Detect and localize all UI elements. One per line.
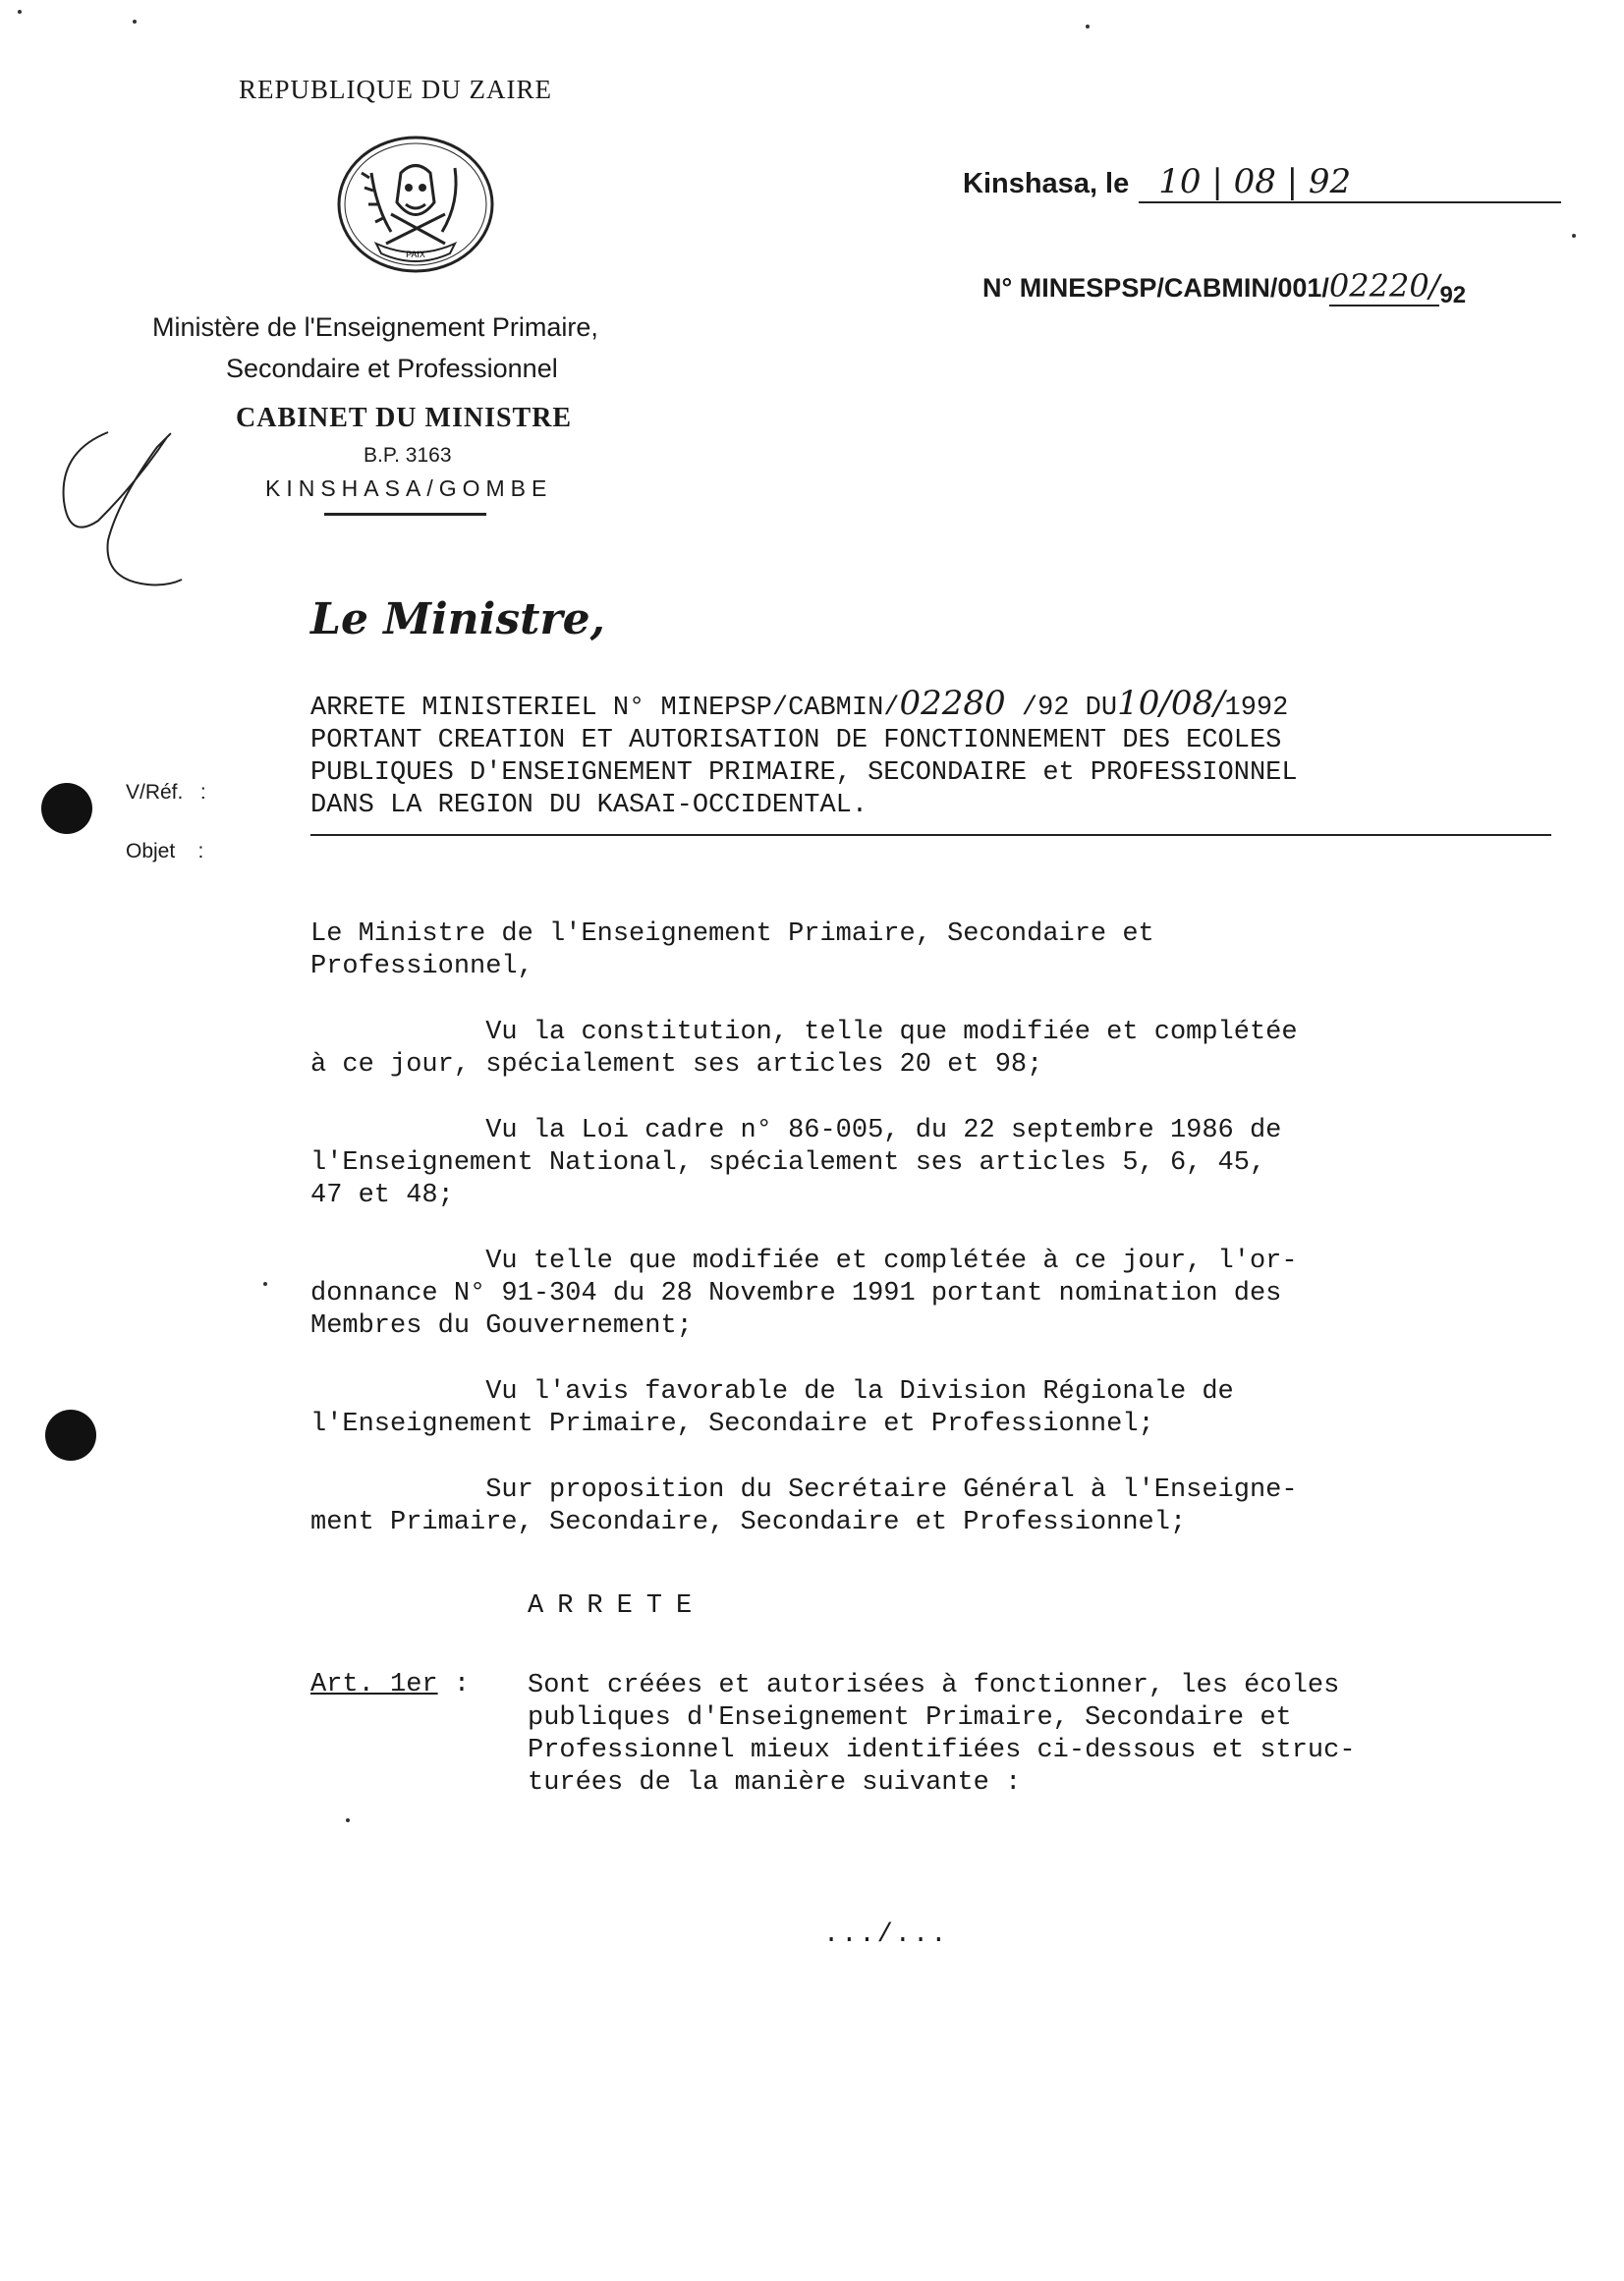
- objet-label: Objet: [126, 840, 176, 862]
- text-line: Sont créées et autorisées à fonctionner, les écoles: [528, 1671, 1340, 1700]
- objet-field: [126, 840, 203, 863]
- place-label: Kinshasa, le: [963, 168, 1130, 199]
- text-line: publiques d'Enseignement Primaire, Secondaire et: [528, 1703, 1292, 1733]
- preamble-avis-favorable: [310, 1376, 1234, 1441]
- text-line: Vu la Loi cadre n° 86-005, du 22 septembre 1986 de: [310, 1116, 1282, 1145]
- text-line: l'Enseignement National, spécialement ses articles 5, 6, 45,: [310, 1148, 1266, 1178]
- city-underline: [324, 513, 486, 516]
- coat-of-arms-emblem: [332, 134, 499, 281]
- signatory-title: Le Ministre,: [310, 594, 605, 644]
- page-continuation-mark: .../...: [823, 1920, 949, 1950]
- scan-speck: [346, 1818, 350, 1822]
- ministry-name-line-2: Secondaire et Professionnel: [226, 354, 558, 383]
- text-line: à ce jour, spécialement ses articles 20 et 98;: [310, 1050, 1043, 1080]
- scan-speck: [133, 20, 137, 24]
- text-line: Membres du Gouvernement;: [310, 1311, 693, 1341]
- handwritten-date: 10 | 08 | 92: [1139, 162, 1561, 203]
- text-line: Professionnel mieux identifiées ci-dessous et struc-: [528, 1736, 1356, 1765]
- vref-label: V/Réf.: [126, 781, 184, 804]
- decree-heading: ARRETE: [528, 1591, 706, 1621]
- decree-title-line-2: PORTANT CREATION ET AUTORISATION DE FONCTIONNEMENT DES ECOLES: [310, 726, 1282, 755]
- decree-number-mid: /92 DU: [1005, 694, 1118, 723]
- ministry-name-line-1: Ministère de l'Enseignement Primaire,: [152, 312, 598, 342]
- text-line: Sur proposition du Secrétaire Général à l'Enseigne-: [310, 1475, 1298, 1505]
- country-name: REPUBLIQUE DU ZAIRE: [239, 75, 552, 104]
- preamble-intro: [310, 918, 1154, 983]
- article-1-body: [528, 1670, 1356, 1800]
- handwritten-initial-mark: [49, 422, 196, 599]
- text-line: Vu l'avis favorable de la Division Régionale de: [310, 1377, 1234, 1407]
- handwritten-reference-number: 02220/: [1328, 267, 1440, 305]
- punch-hole: [45, 1410, 96, 1461]
- text-line: ment Primaire, Secondaire, Secondaire et Professionnel;: [310, 1508, 1187, 1537]
- reference-prefix: N° MINESPSP/CABMIN/001/: [982, 273, 1329, 303]
- letterhead-city: KINSHASA/GOMBE: [265, 475, 553, 501]
- cabinet-label: CABINET DU MINISTRE: [236, 403, 573, 433]
- title-divider: [310, 834, 1551, 836]
- text-line: 47 et 48;: [310, 1181, 454, 1210]
- po-box: B.P. 3163: [364, 444, 452, 467]
- preamble-proposition: [310, 1474, 1298, 1539]
- decree-title-block: [310, 684, 1298, 822]
- preamble-loi-cadre: [310, 1115, 1281, 1212]
- decree-title-line-3: PUBLIQUES D'ENSEIGNEMENT PRIMAIRE, SECONDAIRE et PROFESSIONNEL: [310, 758, 1298, 788]
- text-line: turées de la manière suivante :: [528, 1768, 1022, 1798]
- text-line: donnance N° 91-304 du 28 Novembre 1991 portant nomination des: [310, 1279, 1282, 1308]
- vref-field: [126, 781, 206, 805]
- handwritten-decree-number: 02280: [899, 684, 1006, 723]
- handwritten-decree-date: 10/08/: [1117, 684, 1225, 723]
- scan-speck: [263, 1282, 267, 1286]
- decree-title-line-1: [310, 684, 1298, 725]
- text-line: Professionnel,: [310, 952, 533, 981]
- decree-title-line-4: DANS LA REGION DU KASAI-OCCIDENTAL.: [310, 791, 868, 820]
- preamble-ordonnance: [310, 1246, 1298, 1343]
- reference-number-line: [982, 267, 1466, 309]
- scan-speck: [18, 10, 22, 14]
- article-label-text: Art. 1er: [310, 1670, 438, 1699]
- scan-speck: [1572, 234, 1576, 238]
- text-line: Vu la constitution, telle que modifiée et complétée: [310, 1018, 1298, 1047]
- text-line: l'Enseignement Primaire, Secondaire et Professionnel;: [310, 1410, 1154, 1439]
- reference-suffix: 92: [1439, 282, 1467, 308]
- emblem-motto: PAIX: [406, 250, 425, 259]
- punch-hole: [41, 783, 92, 834]
- scan-speck: [1086, 25, 1090, 28]
- place-date-line: [963, 162, 1561, 203]
- preamble-constitution: [310, 1017, 1298, 1082]
- text-line: Vu telle que modifiée et complétée à ce jour, l'or-: [310, 1247, 1298, 1276]
- article-1-label: [310, 1670, 470, 1699]
- objet-separator: :: [197, 840, 204, 862]
- text-line: Le Ministre de l'Enseignement Primaire, Secondaire et: [310, 919, 1154, 949]
- article-label-separator: :: [437, 1670, 471, 1699]
- vref-separator: :: [199, 781, 206, 804]
- decree-number-prefix: ARRETE MINISTERIEL N° MINEPSP/CABMIN/: [310, 694, 900, 723]
- decree-year: 1992: [1224, 694, 1289, 723]
